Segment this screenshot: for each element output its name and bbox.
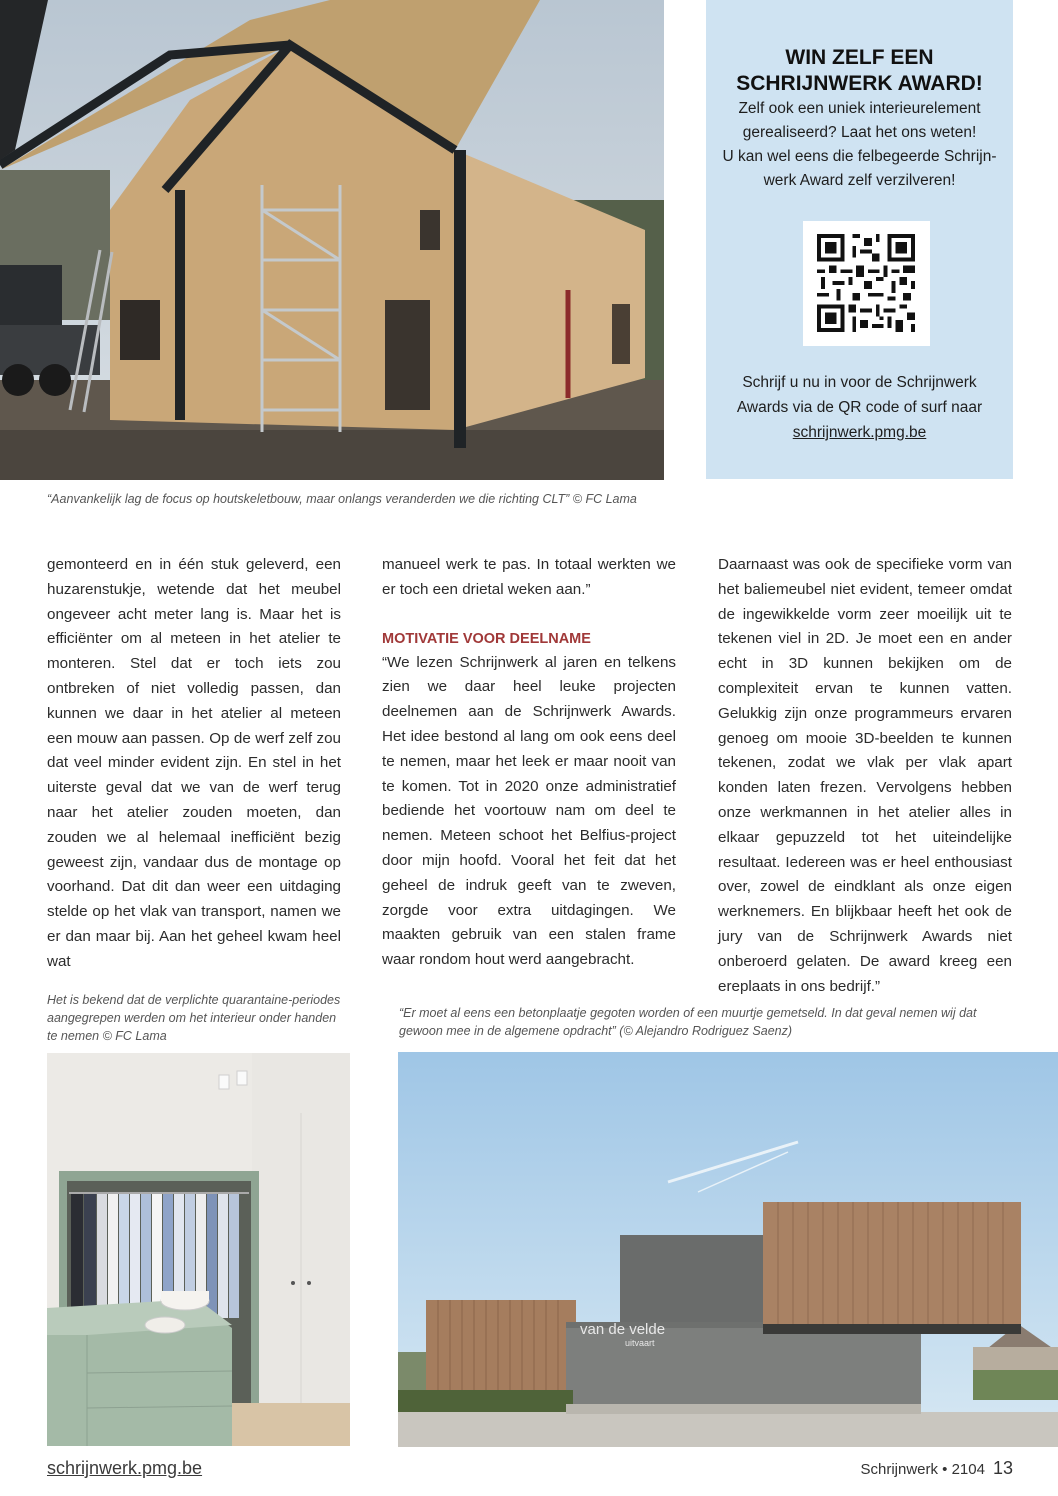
- footer-website-link[interactable]: schrijnwerk.pmg.be: [47, 1458, 203, 1478]
- promo-cta: Schrijf u nu in voor de Schrijnwerk Awards via de QR code of surf naar schrijnwerk.pmg.be: [736, 374, 983, 441]
- article-column-2: [382, 553, 676, 973]
- qr-code[interactable]: [803, 221, 930, 346]
- article-column-1: [47, 553, 341, 975]
- subheading: MOTIVATIE VOOR DEELNAME: [382, 630, 591, 647]
- footer-issue: [860, 1458, 1013, 1479]
- award-promo-box: [706, 0, 1013, 479]
- funeral-home-photo: [398, 1052, 1058, 1447]
- building-sign-sub: uitvaart: [625, 1338, 655, 1348]
- caption-house-photo: “Er moet al eens een betonplaatje gegoten worden of een muurtje gemetseld. In dat geval nemen wij dat gewoon mee in de algemene opdracht” (© Alejandro Rodriguez Saenz): [399, 1006, 977, 1038]
- paragraph: manueel werk te pas. In totaal werkten we er toch een drietal weken aan.”: [382, 556, 676, 598]
- paragraph: gemonteerd en in één stuk geleverd, een huzarenstukje, wetende dat het meubel ongeveer acht meter lang is. Maar het is efficiënter om al meteen in het atelier te monteren. Stel dat er toch iets zou ontbreken of niet volledig passen, dan kunnen we daar in het atelier al meteen een mouw aan passen. Op de werf zelf zou dat veel minder evident zijn. En stel in het uiterste geval dat we van de werf terug naar het atelier zouden moeten, dan zouden we al helemaal inefficiënt bezig geweest zijn, vandaar dus de montage op voorhand. Dat dit dan weer een uitdaging stelde op het vlak van transport, namen we er dan maar bij. Aan het geheel kwam heel wat: [47, 556, 341, 970]
- building-sign-name: van de velde: [580, 1321, 666, 1338]
- issue-label: Schrijnwerk • 2104: [860, 1461, 985, 1478]
- promo-title: WIN ZELF EEN SCHRIJNWERK AWARD!: [736, 46, 983, 95]
- page-number: 13: [992, 1458, 1013, 1478]
- construction-photo: [0, 0, 664, 480]
- promo-intro: Zelf ook een uniek interieurelement gerealiseerd? Laat het ons weten! U kan wel eens die felbegeerde Schrijn- werk Award zelf verzilveren!: [722, 100, 997, 189]
- wardrobe-photo: [47, 1053, 350, 1446]
- article-column-3: [718, 553, 1012, 999]
- paragraph: “We lezen Schrijnwerk al jaren en telkens zien we daar heel leuke projecten deelnemen aan de Schrijnwerk Awards. Het idee bestond al lang om ook eens deel te nemen, maar het leek er maar nooit van te komen. Tot in 2020 onze administratief bediende het voortouw nam om deel te nemen. Meteen schoot het Belfius-project door mijn hoofd. Vooral het feit dat het geheel de indruk geeft van te zweven, zorgde voor extra uitdagingen. We maakten gebruik van een stalen frame waar rondom hout werd aangebracht.: [382, 653, 676, 969]
- caption-top-photo: “Aanvankelijk lag de focus op houtskeletbouw, maar onlangs veranderden we die richting CLT” © FC Lama: [47, 492, 637, 506]
- promo-link[interactable]: schrijnwerk.pmg.be: [792, 424, 927, 441]
- paragraph: Daarnaast was ook de specifieke vorm van het baliemeubel niet evident, temeer omdat de ingewikkelde vorm zeer moeilijk uit te tekenen viel in 2D. Je moet een en ander echt in 3D kunnen bekijken om de complexiteit ervan te kunnen vatten. Gelukkig zijn onze programmeurs ervaren genoeg om mooie 3D-beelden te kunnen tekenen, zodat we vlak per vlak apart konden laten frezen. Vervolgens hebben onze werkmannen in het atelier alles in elkaar gepuzzeld tot het uiteindelijke resultaat. Iedereen was er heel enthousiast over, zowel de eindklant als onze eigen werknemers. En blijkbaar heeft het ook de jury van de Schrijnwerk Awards niet onberoerd gelaten. De award kreeg een ereplaats in ons bedrijf.”: [718, 556, 1012, 995]
- caption-wardrobe-photo: Het is bekend dat de verplichte quarantaine-periodes aangegrepen werden om het interieur onder handen te nemen © FC Lama: [47, 993, 341, 1043]
